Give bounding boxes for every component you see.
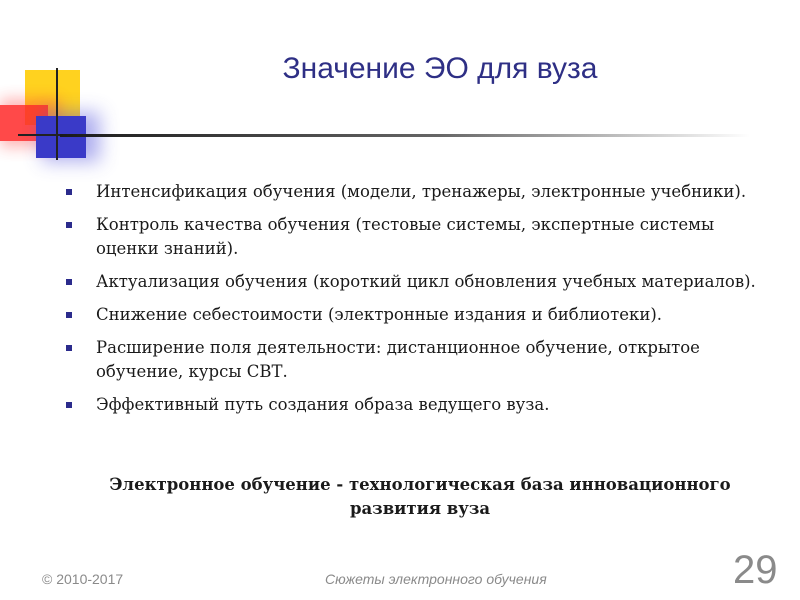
blue-square xyxy=(36,116,86,158)
bullet-text: Актуализация обучения (короткий цикл обновления учебных материалов). xyxy=(96,272,756,291)
bullet-square-icon xyxy=(66,279,72,285)
bullet-text: Снижение себестоимости (электронные издания и библиотеки). xyxy=(96,305,662,324)
footer-copyright: © 2010-2017 xyxy=(42,571,124,587)
bullet-item xyxy=(62,180,762,204)
bullet-list xyxy=(62,180,762,426)
bullet-item xyxy=(62,213,762,261)
bullet-text: Расширение поля деятельности: дистанционное обучение, открытое обучение, курсы СВТ. xyxy=(96,338,700,381)
bullet-text: Интенсификация обучения (модели, тренажеры, электронные учебники). xyxy=(96,182,747,201)
bullet-square-icon xyxy=(66,345,72,351)
bullet-item xyxy=(62,303,762,327)
bullet-item xyxy=(62,336,762,384)
bullet-square-icon xyxy=(66,312,72,318)
bullet-item xyxy=(62,393,762,417)
bullet-square-icon xyxy=(66,189,72,195)
conclusion-text: Электронное обучение - технологическая база инновационного развития вуза xyxy=(109,475,731,518)
bullet-item xyxy=(62,270,762,294)
vertical-line xyxy=(56,68,58,160)
slide-title: Значение ЭО для вуза xyxy=(282,52,598,85)
page-number: 29 xyxy=(733,548,778,592)
footer-caption: Сюжеты электронного обучения xyxy=(325,571,547,587)
bullet-text: Контроль качества обучения (тестовые системы, экспертные системы оценки знаний). xyxy=(96,215,715,258)
bullet-square-icon xyxy=(66,402,72,408)
decorative-squares-logo xyxy=(0,0,110,165)
bullet-square-icon xyxy=(66,222,72,228)
title-divider xyxy=(60,134,750,137)
bullet-text: Эффективный путь создания образа ведущего вуза. xyxy=(96,395,550,414)
